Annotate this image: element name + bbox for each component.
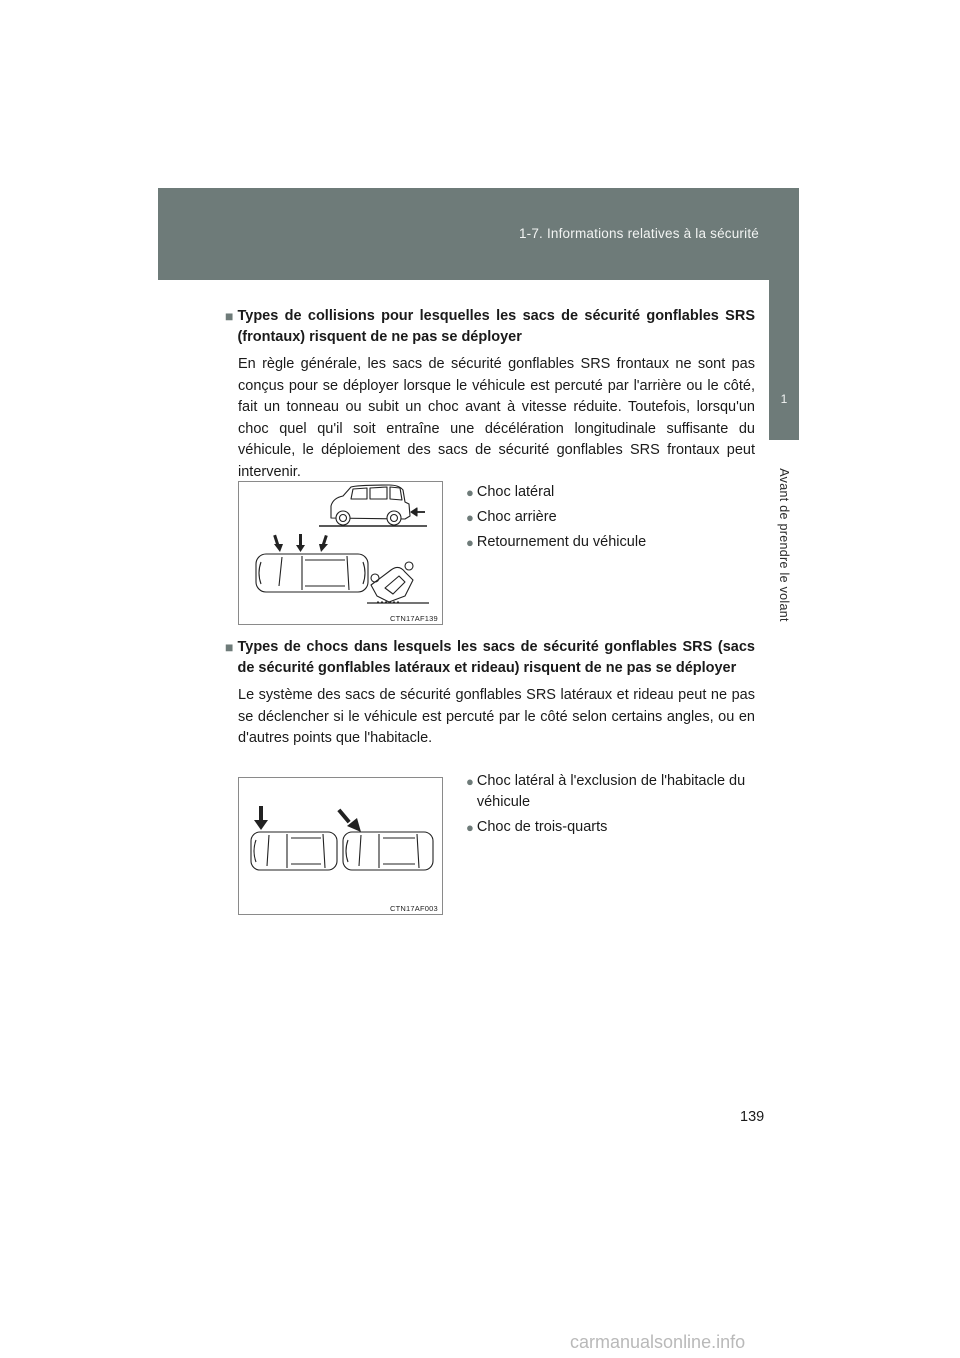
square-bullet-icon: ■ <box>225 639 234 655</box>
list-item-text: Choc latéral <box>476 484 555 500</box>
list-item-text: Retournement du véhicule <box>476 534 647 550</box>
list-item-text: Choc arrière <box>476 509 557 525</box>
list-item <box>466 507 756 528</box>
section-body: Le système des sacs de sécurité gonflables SRS latéraux et rideau peut ne pas se déclencher si le véhicule est percuté par le côté selon certains angles, ou en d'autres points que l'habitacle. <box>238 687 755 746</box>
figure-side-collisions <box>238 777 443 915</box>
list-item <box>466 482 756 503</box>
list-item-text: Choc de trois-quarts <box>476 819 608 835</box>
round-bullet-icon: ● <box>466 510 474 525</box>
page-number: 139 <box>740 1109 765 1125</box>
collision-illustration <box>239 482 442 624</box>
section-heading <box>225 306 755 348</box>
list-item <box>466 532 756 553</box>
section-heading <box>225 637 755 679</box>
section-body: En règle générale, les sacs de sécurité gonflables SRS frontaux ne sont pas conçus pour se déployer lorsque le véhicule est percuté par l'arrière ou le côté, fait un tonneau ou subit un choc avant à vitesse réduite. Toutefois, lorsqu'un choc quel qu'il soit entraîne une décélération longitudinale suffisante du véhicule, le déploiement des sacs de sécurité gonflables SRS frontaux peut intervenir. <box>238 356 755 480</box>
section-frontal-airbags <box>225 306 755 483</box>
chapter-label <box>772 460 796 630</box>
list-item <box>466 817 756 838</box>
square-bullet-icon: ■ <box>225 308 234 324</box>
header-band <box>158 188 799 280</box>
bullet-list-frontal <box>466 482 756 557</box>
watermark: carmanualsonline.info <box>570 1332 746 1352</box>
list-item <box>466 771 756 813</box>
side-impact-illustration <box>239 778 442 914</box>
section-heading-text: Types de collisions pour lesquelles les sacs de sécurité gonflables SRS (frontaux) risquent de ne pas se déployer <box>237 308 755 345</box>
chapter-label-text: Avant de prendre le volant <box>777 468 791 622</box>
chapter-number: 1 <box>780 392 788 406</box>
round-bullet-icon: ● <box>466 535 474 550</box>
round-bullet-icon: ● <box>466 820 474 835</box>
section-side-curtain-airbags <box>225 637 755 750</box>
figure-code: CTN17AF003 <box>390 904 438 913</box>
section-title: 1-7. Informations relatives à la sécurité <box>518 226 759 241</box>
round-bullet-icon: ● <box>466 774 474 789</box>
bullet-list-side <box>466 771 756 842</box>
section-heading-text: Types de chocs dans lesquels les sacs de sécurité gonflables SRS (sacs de sécurité gonflables latéraux et rideau) risquent de ne pas se déployer <box>237 639 755 676</box>
figure-code: CTN17AF139 <box>390 614 438 623</box>
figure-frontal-collisions <box>238 481 443 625</box>
list-item-text: Choc latéral à l'exclusion de l'habitacle du véhicule <box>476 773 746 810</box>
round-bullet-icon: ● <box>466 485 474 500</box>
chapter-tab <box>769 280 799 440</box>
